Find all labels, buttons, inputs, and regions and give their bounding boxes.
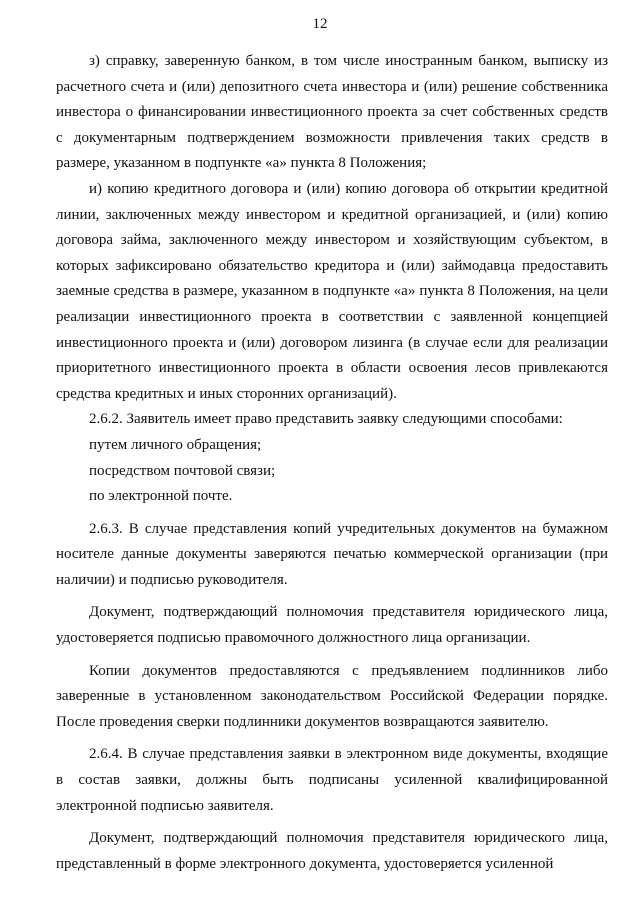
paragraph-2-6-2: 2.6.2. Заявитель имеет право представить заявку следующими способами: [89,411,563,428]
paragraph-2-6-4: 2.6.4. В случае представления заявки в электронном виде документы, входящие в состав заявки, должны быть подписаны усиленной квалифицированной электронной подписью заявителя. [56,746,608,814]
list-item-post: посредством почтовой связи; [89,462,276,479]
paragraph-copies: Копии документов предоставляются с предъявлением подлинников либо заверенные в установленном законодательством Российской Федерации порядке. После проведения сверки подлинники документов возвращаются заявителю. [56,662,608,730]
paragraph-authority-electronic: Документ, подтверждающий полномочия представителя юридического лица, представленный в форме электронного документа, удостоверяется усиленной [56,830,608,872]
document-body [56,49,608,877]
paragraph-authority-paper: Документ, подтверждающий полномочия представителя юридического лица, удостоверяется подписью правомочного должностного лица организации. [56,604,608,647]
paragraph-item-i: и) копию кредитного договора и (или) копию договора об открытии кредитной линии, заключенных между инвестором и кредитной организацией, и (или) копию договора займа, заключенного между инвестором и хозяйствующим субъектом, в которых зафиксировано обязательство кредитора и (или) займодавца предоставить заемные средства в размере, указанном в подпункте «а» пункта 8 Положения, на цели реализации инвестиционного проекта в соответствии с заявленной концепцией инвестиционного проекта и (или) договором лизинга (в случае если для реализации приоритетного инвестиционного проекта в области освоения лесов привлекаются средства кредитных и иных сторонних организаций). [56,180,608,402]
list-item-email: по электронной почте. [89,488,233,505]
paragraph-2-6-3: 2.6.3. В случае представления копий учредительных документов на бумажном носителе данные документы заверяются печатью коммерческой организации (при наличии) и подписью руководителя. [56,520,608,588]
list-item-personal: путем личного обращения; [89,436,262,453]
paragraph-item-z: з) справку, заверенную банком, в том числе иностранным банком, выписку из расчетного счета и (или) депозитного счета инвестора и (или) решение собственника инвестора о финансировании инвестиционного проекта за счет собственных средств с документарным подтверждением возможности привлечения таких средств в размере, указанном в подпункте «а» пункта 8 Положения; [56,53,608,172]
page-number: 12 [312,16,328,32]
